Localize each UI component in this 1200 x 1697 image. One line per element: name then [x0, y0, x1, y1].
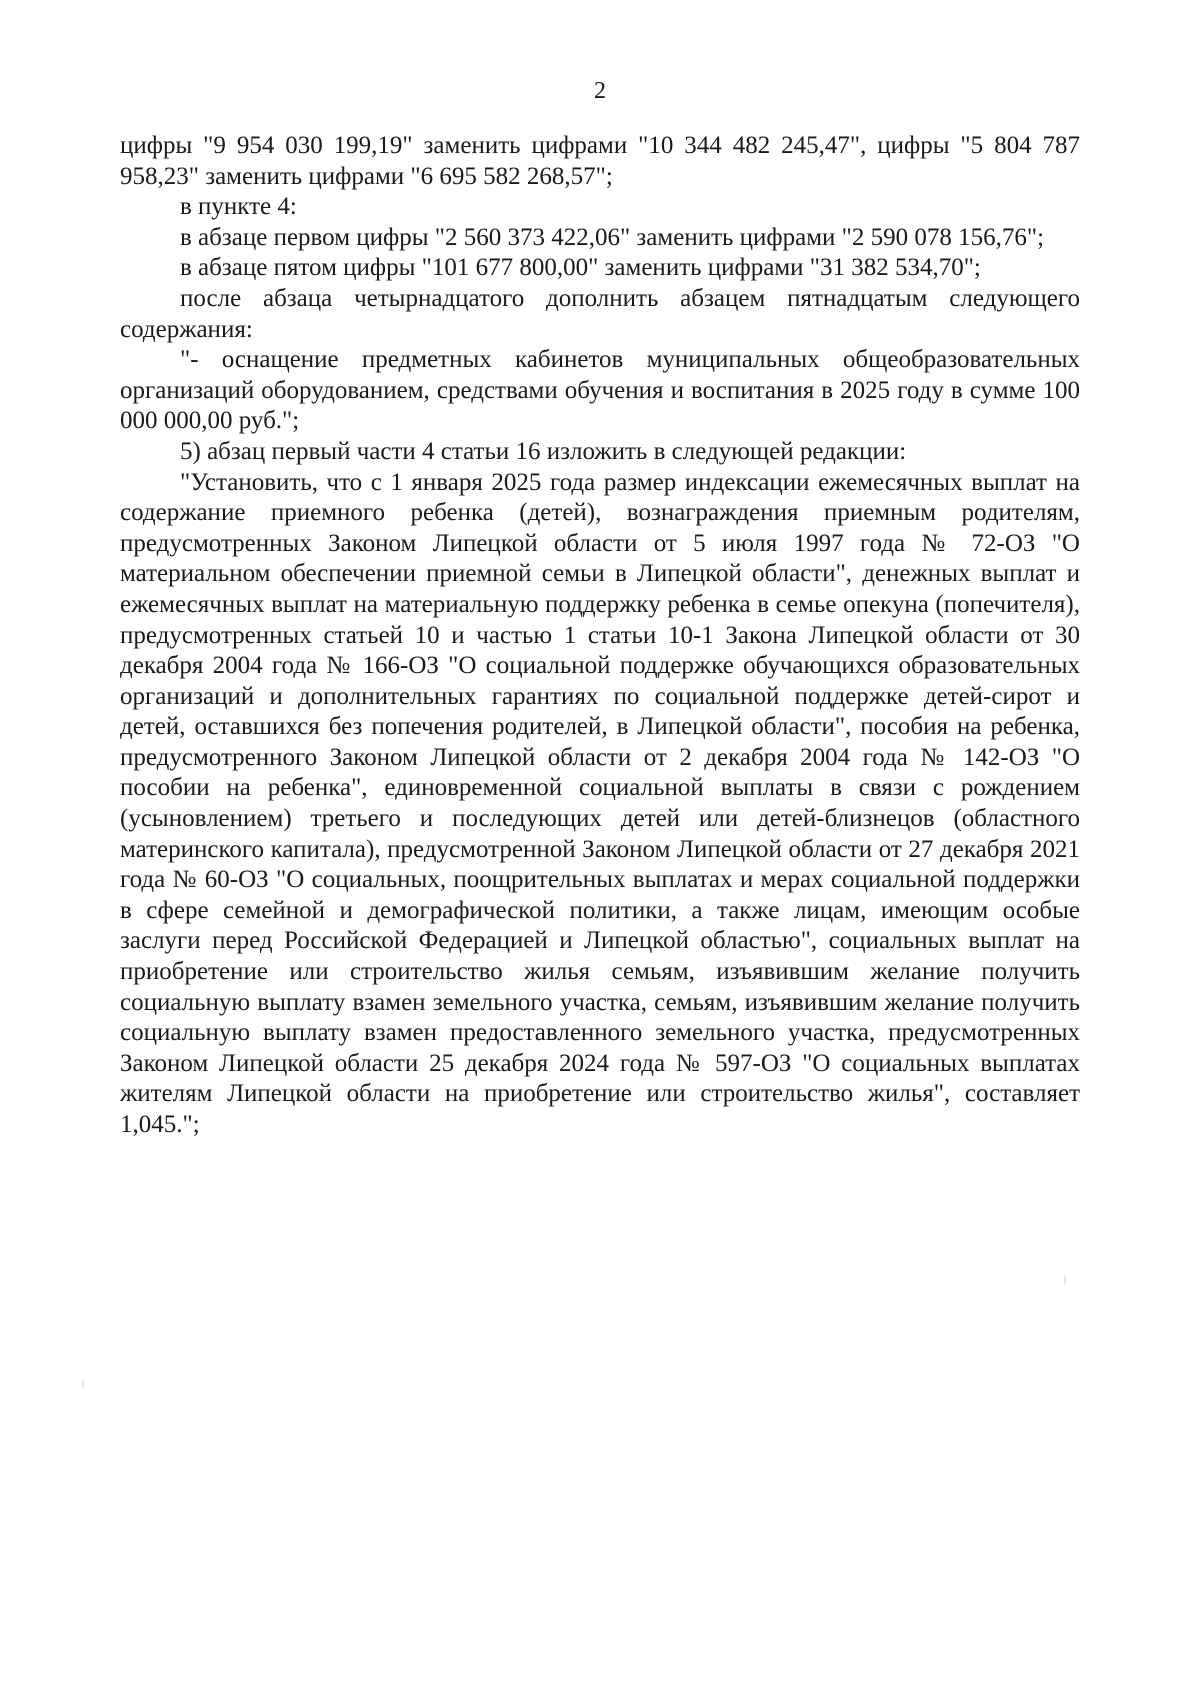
paragraph-point-4-intro: в пункте 4: — [180, 193, 297, 221]
paragraph-new-abzac-text: "- оснащение предметных кабинетов муниципальных общеобразовательных организаций оборудованием, средствами обучения и воспитания в 2025 году в сумме 100 000 000,00 руб."; — [120, 346, 1080, 435]
paragraph-point-4-first-abzac: в абзаце первом цифры "2 560 373 422,06" заменить цифрами "2 590 078 156,76"; — [180, 223, 1045, 251]
scan-speck — [1064, 1276, 1066, 1284]
paragraph-add-fifteenth-abzac: после абзаца четырнадцатого дополнить абзацем пятнадцатым следующего содержания: — [120, 284, 1080, 343]
paragraph-item-5: 5) абзац первый части 4 статьи 16 изложить в следующей редакции: — [180, 437, 907, 465]
paragraph-figures-continuation: цифры "9 954 030 199,19" заменить цифрами "10 344 482 245,47", цифры "5 804 787 958,23" заменить цифрами "6 695 582 268,57"; — [120, 132, 1080, 190]
page-number: 2 — [594, 78, 606, 104]
scan-speck — [82, 1380, 84, 1388]
paragraph-item-5-new-wording: "Установить, что с 1 января 2025 года размер индексации ежемесячных выплат на содержание приемного ребенка (детей), вознаграждения приемным родителям, предусмотренных Законом Липецкой области от 5 июля 1997 года № 72-ОЗ "О материальном обеспечении приемной семьи в Липецкой области", денежных выплат и ежемесячных выплат на материальную поддержку ребенка в семье опекуна (попечителя), предусмотренных статьей 10 и частью 1 статьи 10-1 Закона Липецкой области от 30 декабря 2004 года № 166-ОЗ "О социальной поддержке обучающихся образовательных организаций и дополнительных гарантиях по социальной поддержке детей-сирот и детей, оставшихся без попечения родителей, в Липецкой области", пособия на ребенка, предусмотренного Законом Липецкой области от 2 декабря 2004 года № 142-ОЗ "О пособии на ребенка", единовременной социальной выплаты в связи с рождением (усыновлением) третьего и последующих детей или детей-близнецов (областного материнского капитала), предусмотренной Законом Липецкой области от 27 декабря 2021 года № 60-ОЗ "О социальных, поощрительных выплатах и мерах социальной поддержки в сфере семейной и демографической политики, а также лицам, имеющим особые заслуги перед Российской Федерацией и Липецкой областью", социальных выплат на приобретение или строительство жилья семьям, изъявившим желание получить социальную выплату взамен земельного участка, семьям, изъявившим желание получить социальную выплату взамен предоставленного земельного участка, предусмотренных Законом Липецкой области 25 декабря 2024 года № 597-ОЗ "О социальных выплатах жителям Липецкой области на приобретение или строительство жилья", составляет 1,045."; — [120, 468, 1080, 1138]
document-body — [120, 131, 1080, 1141]
paragraph-point-4-fifth-abzac: в абзаце пятом цифры "101 677 800,00" заменить цифрами "31 382 534,70"; — [180, 254, 981, 282]
